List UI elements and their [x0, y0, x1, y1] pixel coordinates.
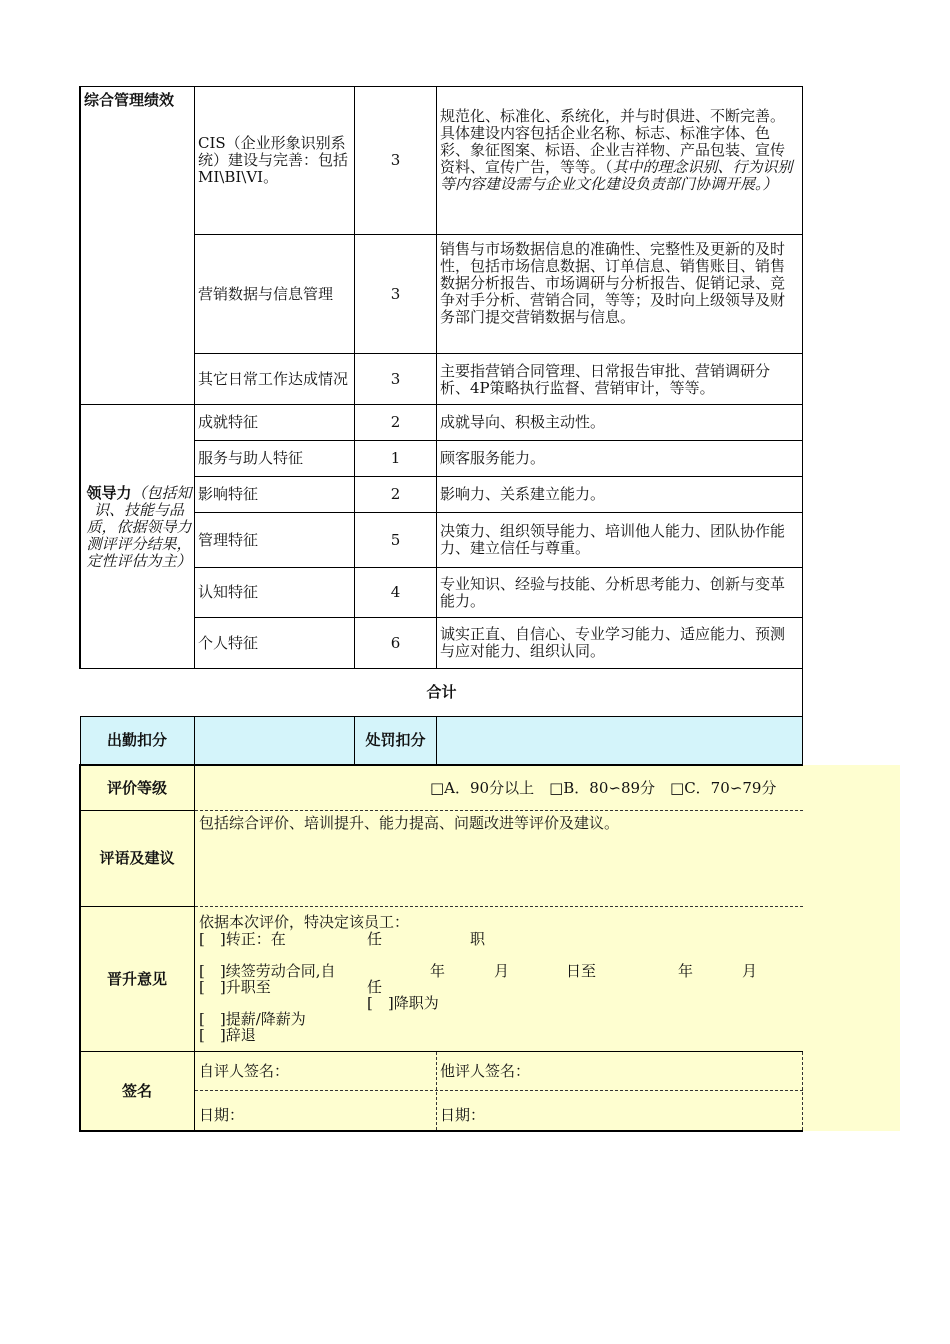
- section-lead-title: [84, 485, 194, 570]
- sign-label: 签名: [121, 1081, 152, 1100]
- promotion-line2-d: 日至: [566, 962, 597, 980]
- promotion-line3-b: 任: [367, 978, 383, 996]
- perf-desc-cis: [440, 108, 798, 193]
- section-lead-label: 领导力: [86, 484, 132, 502]
- lead-item-personal: 个人特征: [198, 633, 259, 652]
- lead-score-personal: 6: [390, 633, 401, 652]
- perf-desc-text: 规范化、标准化、系统化，并与时俱进、不断完善。具体建设内容包括企业名称、标志、标准字体、色彩、象征图案、标语、企业吉祥物、产品包装、宣传资料、宣传广告，等等。（: [440, 107, 786, 176]
- lead-score-management: 5: [390, 530, 401, 549]
- promotion-line2-b: 年: [430, 962, 446, 980]
- perf-desc-other: 主要指营销合同管理、日常报告审批、营销调研分析、4P策略执行监督、营销审计，等等。: [440, 362, 771, 397]
- other-date-field[interactable]: 日期：: [440, 1105, 486, 1124]
- lead-desc-text: 决策力、组织领导能力、培训他人能力、团队协作能力、建立信任与尊重。: [440, 522, 786, 557]
- perf-score-data: 3: [390, 284, 401, 303]
- perf-item-cis: [198, 87, 352, 234]
- other-sign-field[interactable]: 他评人签名：: [440, 1062, 531, 1080]
- attendance-input[interactable]: [195, 717, 354, 764]
- perf-item-other: [198, 354, 352, 404]
- perf-score-cis: 3: [390, 151, 401, 169]
- attendance-label: 出勤扣分: [106, 731, 167, 749]
- promotion-line1-a[interactable]: [ ]转正：在: [199, 930, 286, 948]
- promotion-label: 晋升意见: [106, 969, 167, 988]
- penalty-input[interactable]: [437, 717, 802, 764]
- promotion-line5[interactable]: [ ]提薪/降薪为: [199, 1010, 306, 1028]
- promotion-line2-a[interactable]: [ ]续签劳动合同,自: [199, 962, 336, 980]
- perf-score-other: 3: [390, 369, 401, 388]
- lead-desc-personal: [440, 618, 798, 668]
- penalty-label: 处罚扣分: [365, 731, 426, 749]
- perf-item-label: CIS（企业形象识别系统）建设与完善：包括MI\BI\VI。: [198, 134, 349, 186]
- lead-desc-text: 诚实正直、自信心、专业学习能力、适应能力、预测与应对能力、组织认同。: [440, 625, 786, 660]
- self-date-field[interactable]: 日期：: [199, 1105, 245, 1124]
- perf-item-label: 其它日常工作达成情况: [198, 369, 349, 388]
- promotion-line2-c: 月: [494, 962, 510, 980]
- comments-label: 评语及建议: [99, 849, 175, 867]
- lead-desc-cognition: [440, 568, 798, 617]
- section-perf-title: 综合管理绩效: [84, 91, 175, 109]
- lead-item-cognition: 认知特征: [198, 583, 259, 601]
- grade-label: 评价等级: [106, 778, 167, 797]
- self-sign-field[interactable]: 自评人签名：: [199, 1062, 290, 1080]
- promotion-line1-b: 任: [367, 930, 383, 948]
- perf-desc-data: 销售与市场数据信息的准确性、完整性及更新的及时性，包括市场信息数据、订单信息、销售账目、销售数据分析报告、市场调研与分析报告、促销记录、竞争对手分析、营销合同，等等；及时向上级领导及财务部门提交营销数据与信息。: [440, 240, 786, 326]
- lead-item-management: 管理特征: [198, 530, 259, 549]
- total-label: 合计: [426, 683, 457, 701]
- lead-desc-text: 专业知识、经验与技能、分析思考能力、创新与变革能力。: [440, 574, 786, 610]
- lead-score-achievement: 2: [390, 413, 401, 431]
- section-lead-note: （包括知识、技能与品质，依据领导力测评评分结果，定性评估为主）: [86, 484, 192, 570]
- lead-item-service: 服务与助人特征: [198, 449, 304, 467]
- perf-item-data: [198, 235, 352, 353]
- promotion-line2-f: 月: [742, 962, 758, 980]
- promotion-intro: 依据本次评价，特决定该员工：: [199, 913, 410, 931]
- perf-item-label: 营销数据与信息管理: [198, 284, 334, 303]
- promotion-line2-e: 年: [678, 962, 694, 980]
- lead-desc-achievement: 成就导向、积极主动性。: [440, 413, 606, 431]
- promotion-line4[interactable]: [ ]降职为: [367, 994, 439, 1012]
- promotion-line6[interactable]: [ ]辞退: [199, 1026, 256, 1044]
- lead-desc-management: [440, 513, 798, 567]
- grade-options[interactable]: □A．90分以上 □B．80∽89分 □C．70∽79分: [430, 778, 777, 797]
- lead-item-influence: 影响特征: [198, 485, 259, 503]
- promotion-line1-c: 职: [470, 930, 486, 948]
- comments-hint[interactable]: 包括综合评价、培训提升、能力提高、问题改进等评价及建议。: [199, 814, 620, 832]
- lead-score-service: 1: [390, 449, 401, 467]
- lead-desc-service: 顾客服务能力。: [440, 449, 546, 467]
- perf-desc-note: 其中的理念识别、行为识别等内容建设需与企业文化建设负责部门协调开展。）: [440, 158, 793, 193]
- lead-score-influence: 2: [390, 485, 401, 503]
- lead-score-cognition: 4: [390, 583, 401, 601]
- lead-desc-influence: 影响力、关系建立能力。: [440, 485, 606, 503]
- promotion-line3[interactable]: [ ]升职至: [199, 978, 271, 996]
- lead-item-achievement: 成就特征: [198, 413, 259, 431]
